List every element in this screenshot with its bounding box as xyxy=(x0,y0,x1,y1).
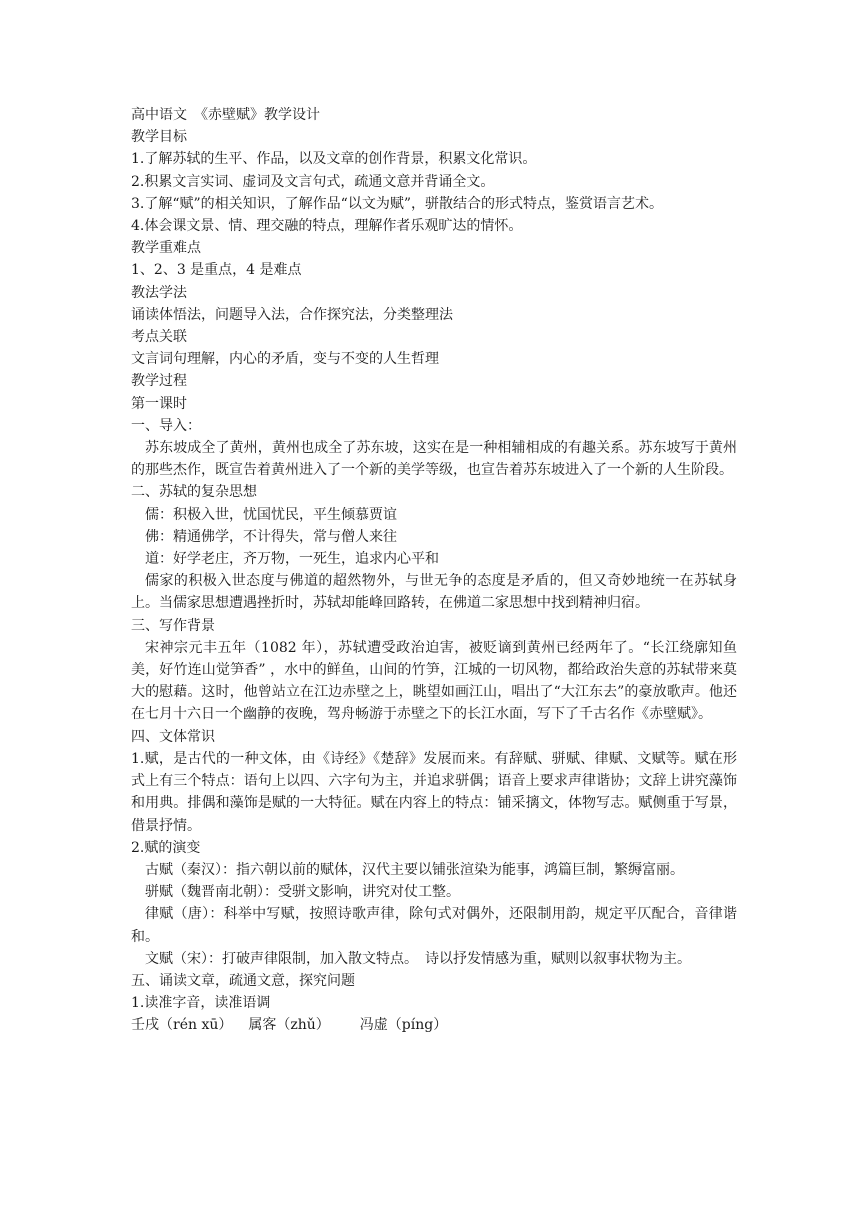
goals-heading: 教学目标 xyxy=(131,129,187,146)
background-paragraph: 宋神宗元丰五年（1082 年），苏轼遭受政治迫害，被贬谪到黄州已经两年了。“长江绕廓知鱼美，好竹连山觉笋香” ，水中的鲜鱼，山间的竹笋，江城的一切风物，都给政治失意的苏轼带来莫大的慰藉。这时，他曾站立在江边赤壁之上，眺望如画江山，唱出了“大江东去”的豪放歌声。他还在七月十六日一个幽静的夜晚，驾舟畅游于赤壁之下的长江水面，写下了千古名作《赤壁赋》。 xyxy=(131,639,737,723)
method-text: 诵读体悟法，问题导入法，合作探究法，分类整理法 xyxy=(131,306,453,323)
key-text: 1、2、3 是重点，4 是难点 xyxy=(131,262,302,279)
pronunciation-line xyxy=(131,1014,737,1036)
doc-title: 高中语文 《赤壁赋》教学设计 xyxy=(131,107,320,123)
section-heading: 一、导入： xyxy=(131,417,201,434)
pron-item: 冯虚（píng） xyxy=(359,1017,448,1034)
evolution-item: 律赋（唐）：科举中写赋，按照诗歌声律，除句式对偶外，还限制用韵，规定平仄配合，音律谐和。 xyxy=(131,906,737,945)
evolution-item: 古赋（秦汉）：指六朝以前的赋体，汉代主要以铺张渲染为能事，鸿篇巨制，繁缛富丽。 xyxy=(145,861,684,878)
goal-item: 1.了解苏轼的生平、作品，以及文章的创作背景，积累文化常识。 xyxy=(131,151,537,168)
method-heading: 教法学法 xyxy=(131,284,187,301)
thought-item: 儒：积极入世，忧国忧民，平生倾慕贾谊 xyxy=(145,506,397,523)
thought-item: 佛：精通佛学，不计得失，常与僧人来往 xyxy=(145,528,397,545)
genre-paragraph: 1.赋，是古代的一种文体，由《诗经》《楚辞》发展而来。有辞赋、骈赋、律赋、文赋等。赋在形式上有三个特点：语句上以四、六字句为主，并追求骈偶；语音上要求声律谐协；文辞上讲究藻饰和用典。排偶和藻饰是赋的一大特征。赋在内容上的特点：铺采摛文，体物写志。赋侧重于写景，借景抒情。 xyxy=(131,750,737,834)
reading-subheading: 1.读准字音，读准语调 xyxy=(131,995,271,1012)
thought-paragraph: 儒家的积极入世态度与佛道的超然物外，与世无争的态度是矛盾的，但又奇妙地统一在苏轼身上。当儒家思想遭遇挫折时，苏轼却能峰回路转，在佛道二家思想中找到精神归宿。 xyxy=(131,573,737,612)
genre-subheading: 2.赋的演变 xyxy=(131,839,201,856)
pron-item: 壬戌（rén xū） xyxy=(131,1017,233,1034)
exam-heading: 考点关联 xyxy=(131,329,187,346)
process-heading: 教学过程 xyxy=(131,373,187,390)
goal-item: 2.积累文言实词、虚词及文言句式，疏通文意并背诵全文。 xyxy=(131,173,495,190)
section-heading: 二、苏轼的复杂思想 xyxy=(131,484,257,501)
exam-text: 文言词句理解，内心的矛盾，变与不变的人生哲理 xyxy=(131,351,439,368)
pron-item: 属客（zhǔ） xyxy=(248,1017,330,1034)
evolution-item: 骈赋（魏晋南北朝）：受骈文影响，讲究对仗工整。 xyxy=(145,884,460,901)
thought-item: 道：好学老庄，齐万物，一死生，追求内心平和 xyxy=(145,551,439,568)
goal-item: 3.了解“赋”的相关知识，了解作品“以文为赋”，骈散结合的形式特点，鉴赏语言艺术。 xyxy=(131,195,663,212)
evolution-item: 文赋（宋）：打破声律限制，加入散文特点。 诗以抒发情感为重，赋则以叙事状物为主。 xyxy=(145,950,691,967)
section-heading: 四、文体常识 xyxy=(131,728,215,745)
intro-paragraph: 苏东坡成全了黄州，黄州也成全了苏东坡，这实在是一种相辅相成的有趣关系。苏东坡写于黄州的那些杰作，既宣告着黄州进入了一个新的美学等级，也宣告着苏东坡进入了一个新的人生阶段。 xyxy=(131,440,737,479)
goal-item: 4.体会课文景、情、理交融的特点，理解作者乐观旷达的情怀。 xyxy=(131,218,523,235)
section-heading: 三、写作背景 xyxy=(131,617,215,634)
section-heading: 五、诵读文章，疏通文意，探究问题 xyxy=(131,972,355,989)
lesson-label: 第一课时 xyxy=(131,395,187,412)
document-page xyxy=(131,104,737,1037)
key-heading: 教学重难点 xyxy=(131,240,201,257)
